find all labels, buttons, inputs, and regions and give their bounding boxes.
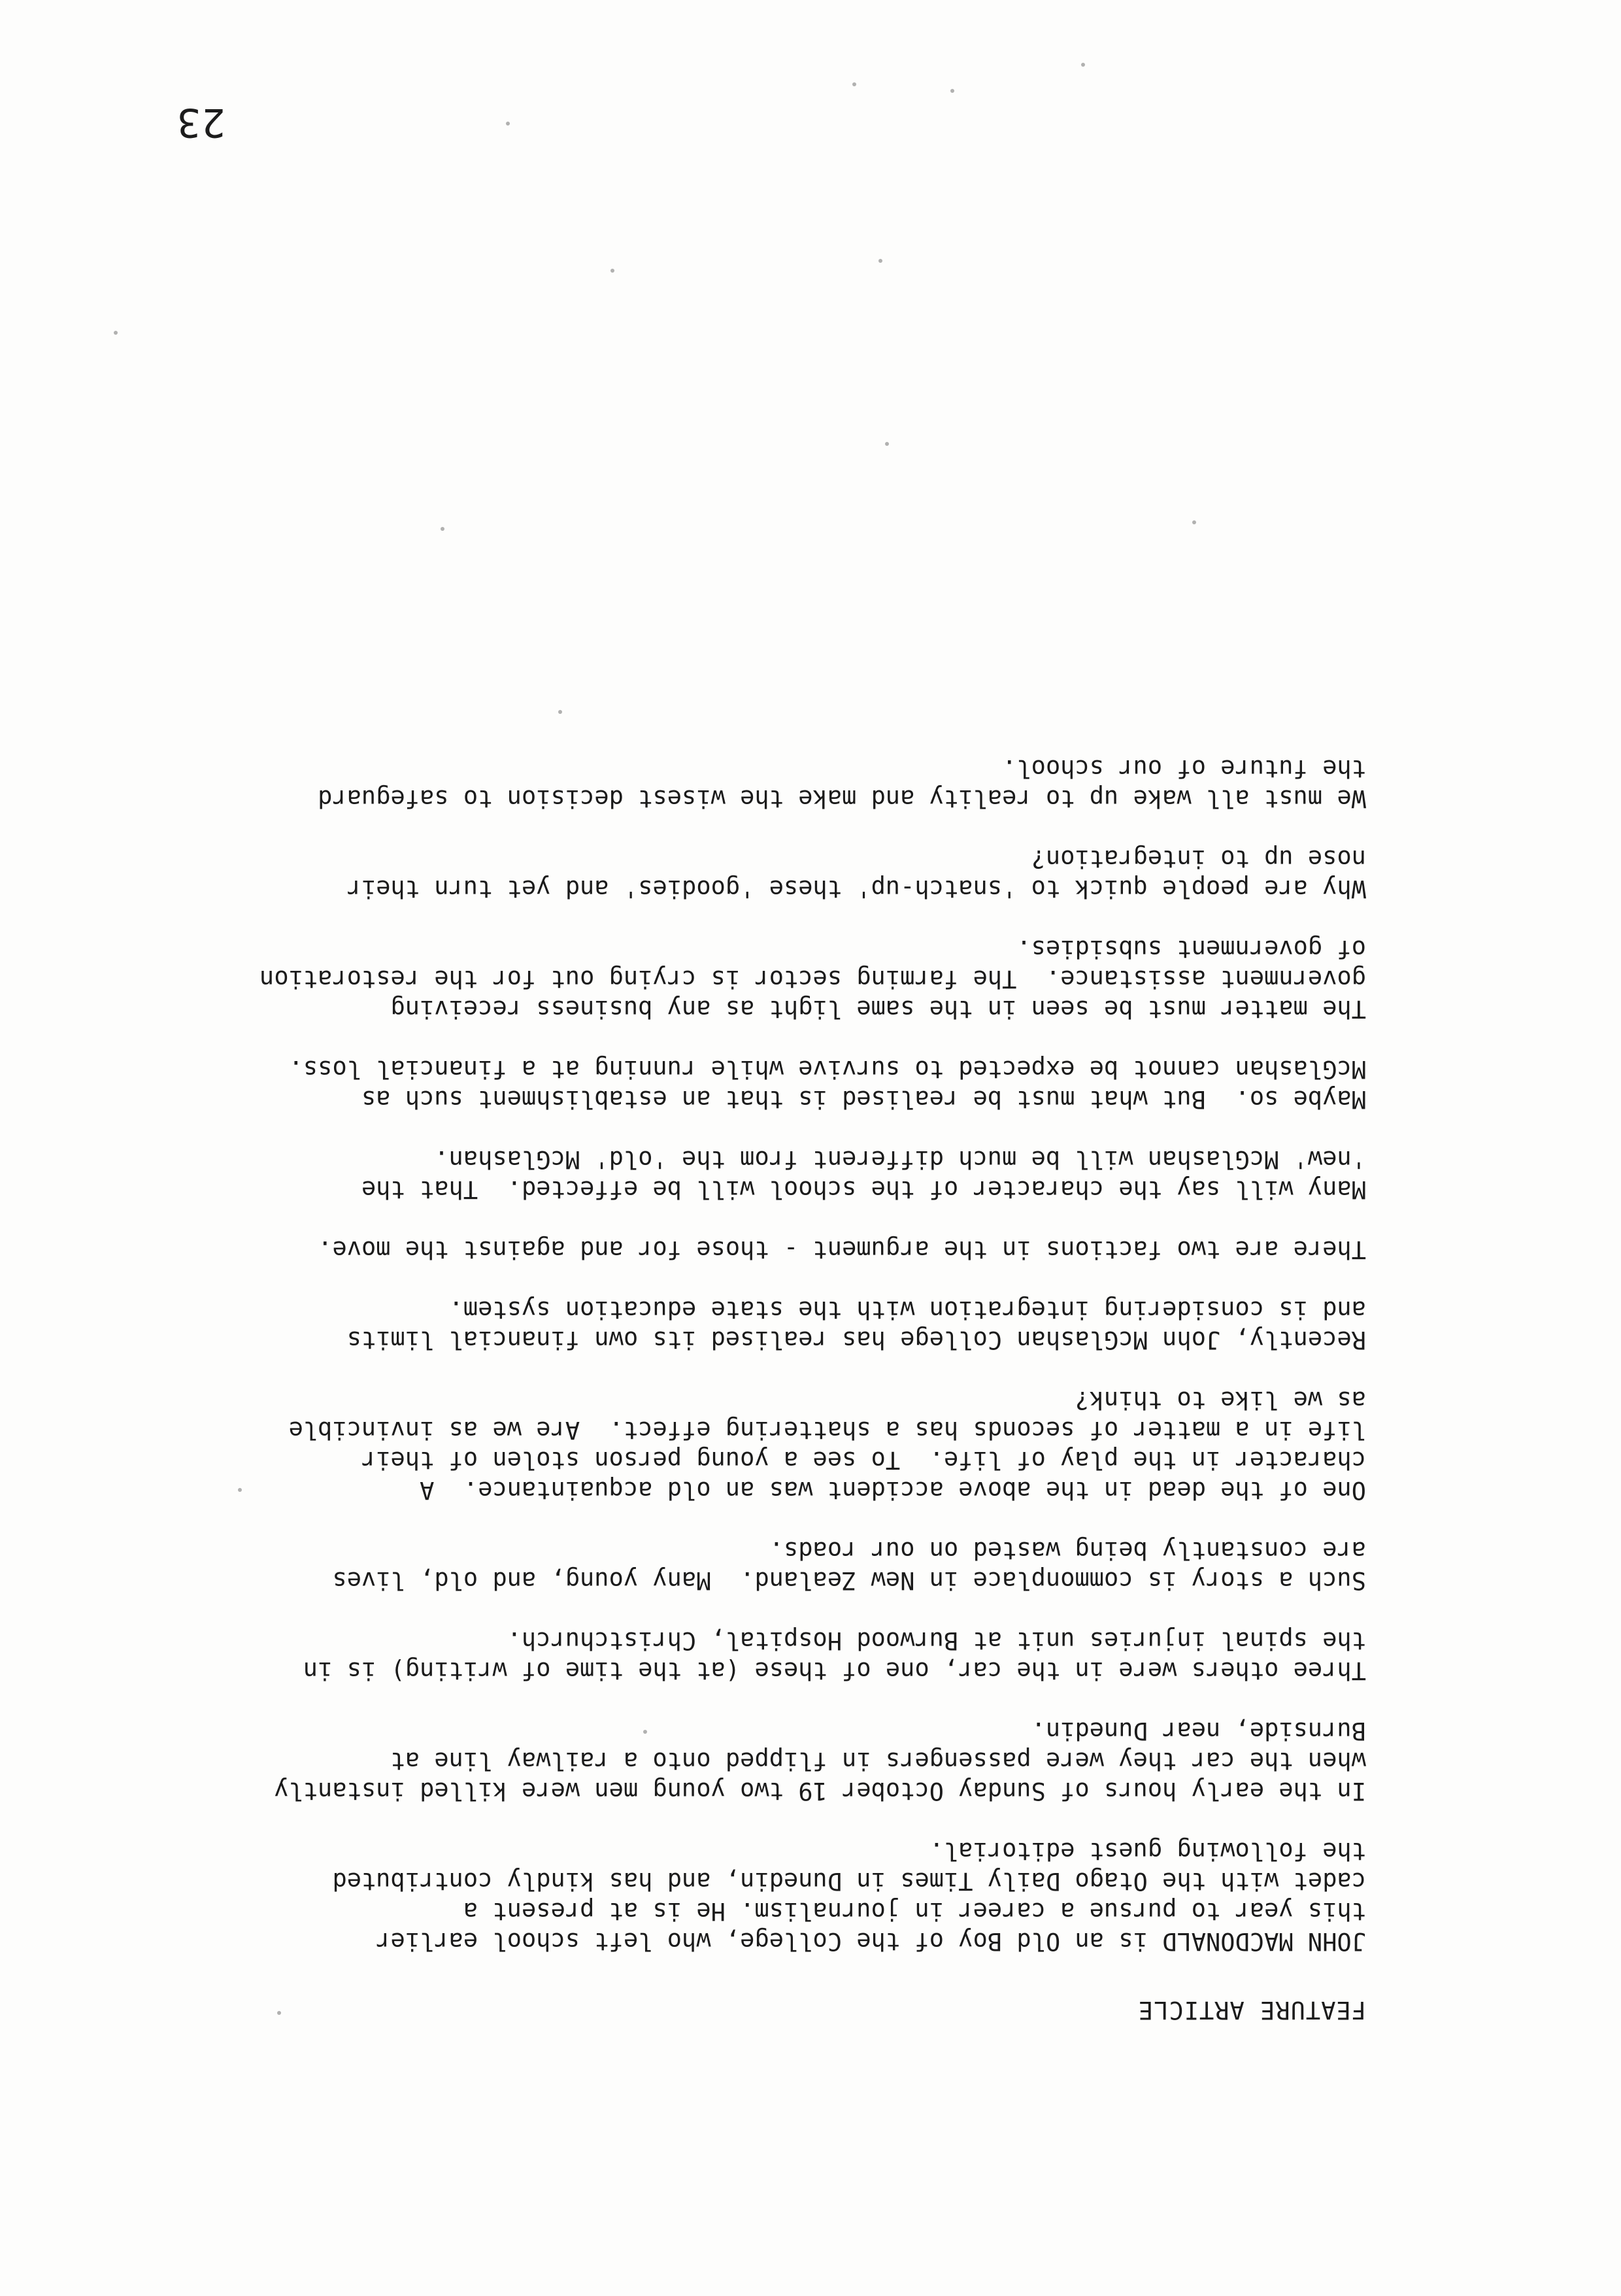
scan-speck <box>852 82 856 86</box>
article-paragraph <box>222 1836 1366 1956</box>
scan-speck <box>610 269 614 273</box>
scan-speck <box>878 259 882 263</box>
text-line: We must all wake up to reality and make the wisest decision to safeguard <box>318 785 1366 813</box>
text-line: The matter must be seen in the same light as any business receiving <box>390 995 1366 1023</box>
text-line: cadet with the Otago Daily Times in Dunedin, and has kindly contributed <box>332 1867 1366 1895</box>
text-line: In the early hours of Sunday October 19 two young men were killed instantly <box>274 1777 1366 1805</box>
text-line: JOHN MACDONALD is an Old Boy of the College, who left school earlier <box>376 1927 1366 1955</box>
scan-speck <box>1192 520 1196 524</box>
text-line: government assistance. The farming sector is crying out for the restoration <box>259 965 1366 993</box>
text-line: as we like to think? <box>1075 1386 1366 1414</box>
article-paragraph <box>222 934 1366 1024</box>
text-line: Many will say the character of the school will be effected. That the <box>361 1175 1366 1204</box>
article-paragraph <box>222 1535 1366 1595</box>
article-heading: FEATURE ARTICLE <box>1137 1996 1366 2024</box>
article-paragraph <box>222 1234 1366 1264</box>
page-number: 23 <box>175 99 226 145</box>
scan-speck <box>238 1488 242 1492</box>
text-line: the future of our school. <box>1002 754 1366 783</box>
article-paragraph <box>222 843 1366 903</box>
scan-speck <box>950 89 954 93</box>
article-paragraph <box>222 1054 1366 1114</box>
text-line: the spinal injuries unit at Burwood Hospital, Christchurch. <box>507 1627 1366 1655</box>
article-paragraph <box>222 1715 1366 1806</box>
text-line: There are two factions in the argument - those for and against the move. <box>318 1236 1366 1264</box>
text-line: this year to pursue a career in journalism. He is at present a <box>463 1897 1366 1925</box>
article-paragraph <box>222 1625 1366 1685</box>
text-line: when the car they were passengers in flipped onto a railway line at <box>390 1747 1366 1775</box>
text-line: Maybe so. But what must be realised is that an establishment such as <box>361 1085 1366 1113</box>
text-line: McGlashan cannot be expected to survive while running at a financial loss. <box>288 1055 1366 1083</box>
article-paragraph <box>222 1385 1366 1505</box>
scan-speck <box>885 442 889 446</box>
scan-speck <box>558 710 562 714</box>
text-line: Such a story is commonplace in New Zealand. Many young, and old, lives <box>332 1566 1366 1595</box>
text-line: character in the play of life. To see a young person stolen of their <box>361 1446 1366 1474</box>
text-line: nose up to integration? <box>1031 845 1366 873</box>
article-paragraph <box>222 1294 1366 1355</box>
scan-speck <box>506 122 510 126</box>
scan-speck <box>1081 63 1085 67</box>
text-line: 'new' McGlashan will be much different from the 'old' McGlashan. <box>434 1145 1366 1173</box>
text-line: One of the dead in the above accident was an old acquaintance. A <box>420 1476 1366 1504</box>
text-line: of government subsidies. <box>1016 935 1366 963</box>
text-line: and is considering integration with the state education system. <box>448 1296 1366 1324</box>
text-line: the following guest editorial. <box>929 1837 1366 1865</box>
article-body <box>222 723 1366 1956</box>
text-line: life in a matter of seconds has a shattering effect. Are we as invincible <box>288 1416 1366 1444</box>
scan-speck <box>277 2011 281 2015</box>
scan-speck <box>114 331 118 335</box>
article-paragraph <box>222 1144 1366 1204</box>
scan-speck <box>441 527 444 531</box>
article-paragraph <box>222 753 1366 813</box>
scan-speck <box>643 1730 647 1734</box>
text-line: Why are people quick to 'snatch-up' these 'goodies' and yet turn their <box>346 875 1366 903</box>
text-line: are constantly being wasted on our roads. <box>769 1536 1366 1564</box>
text-line: Three others were in the car, one of these (at the time of writing) is in <box>303 1657 1366 1685</box>
text-line: Recently, John McGlashan College has realised its own financial limits <box>346 1326 1366 1354</box>
text-line: Burnside, near Dunedin. <box>1031 1717 1366 1745</box>
